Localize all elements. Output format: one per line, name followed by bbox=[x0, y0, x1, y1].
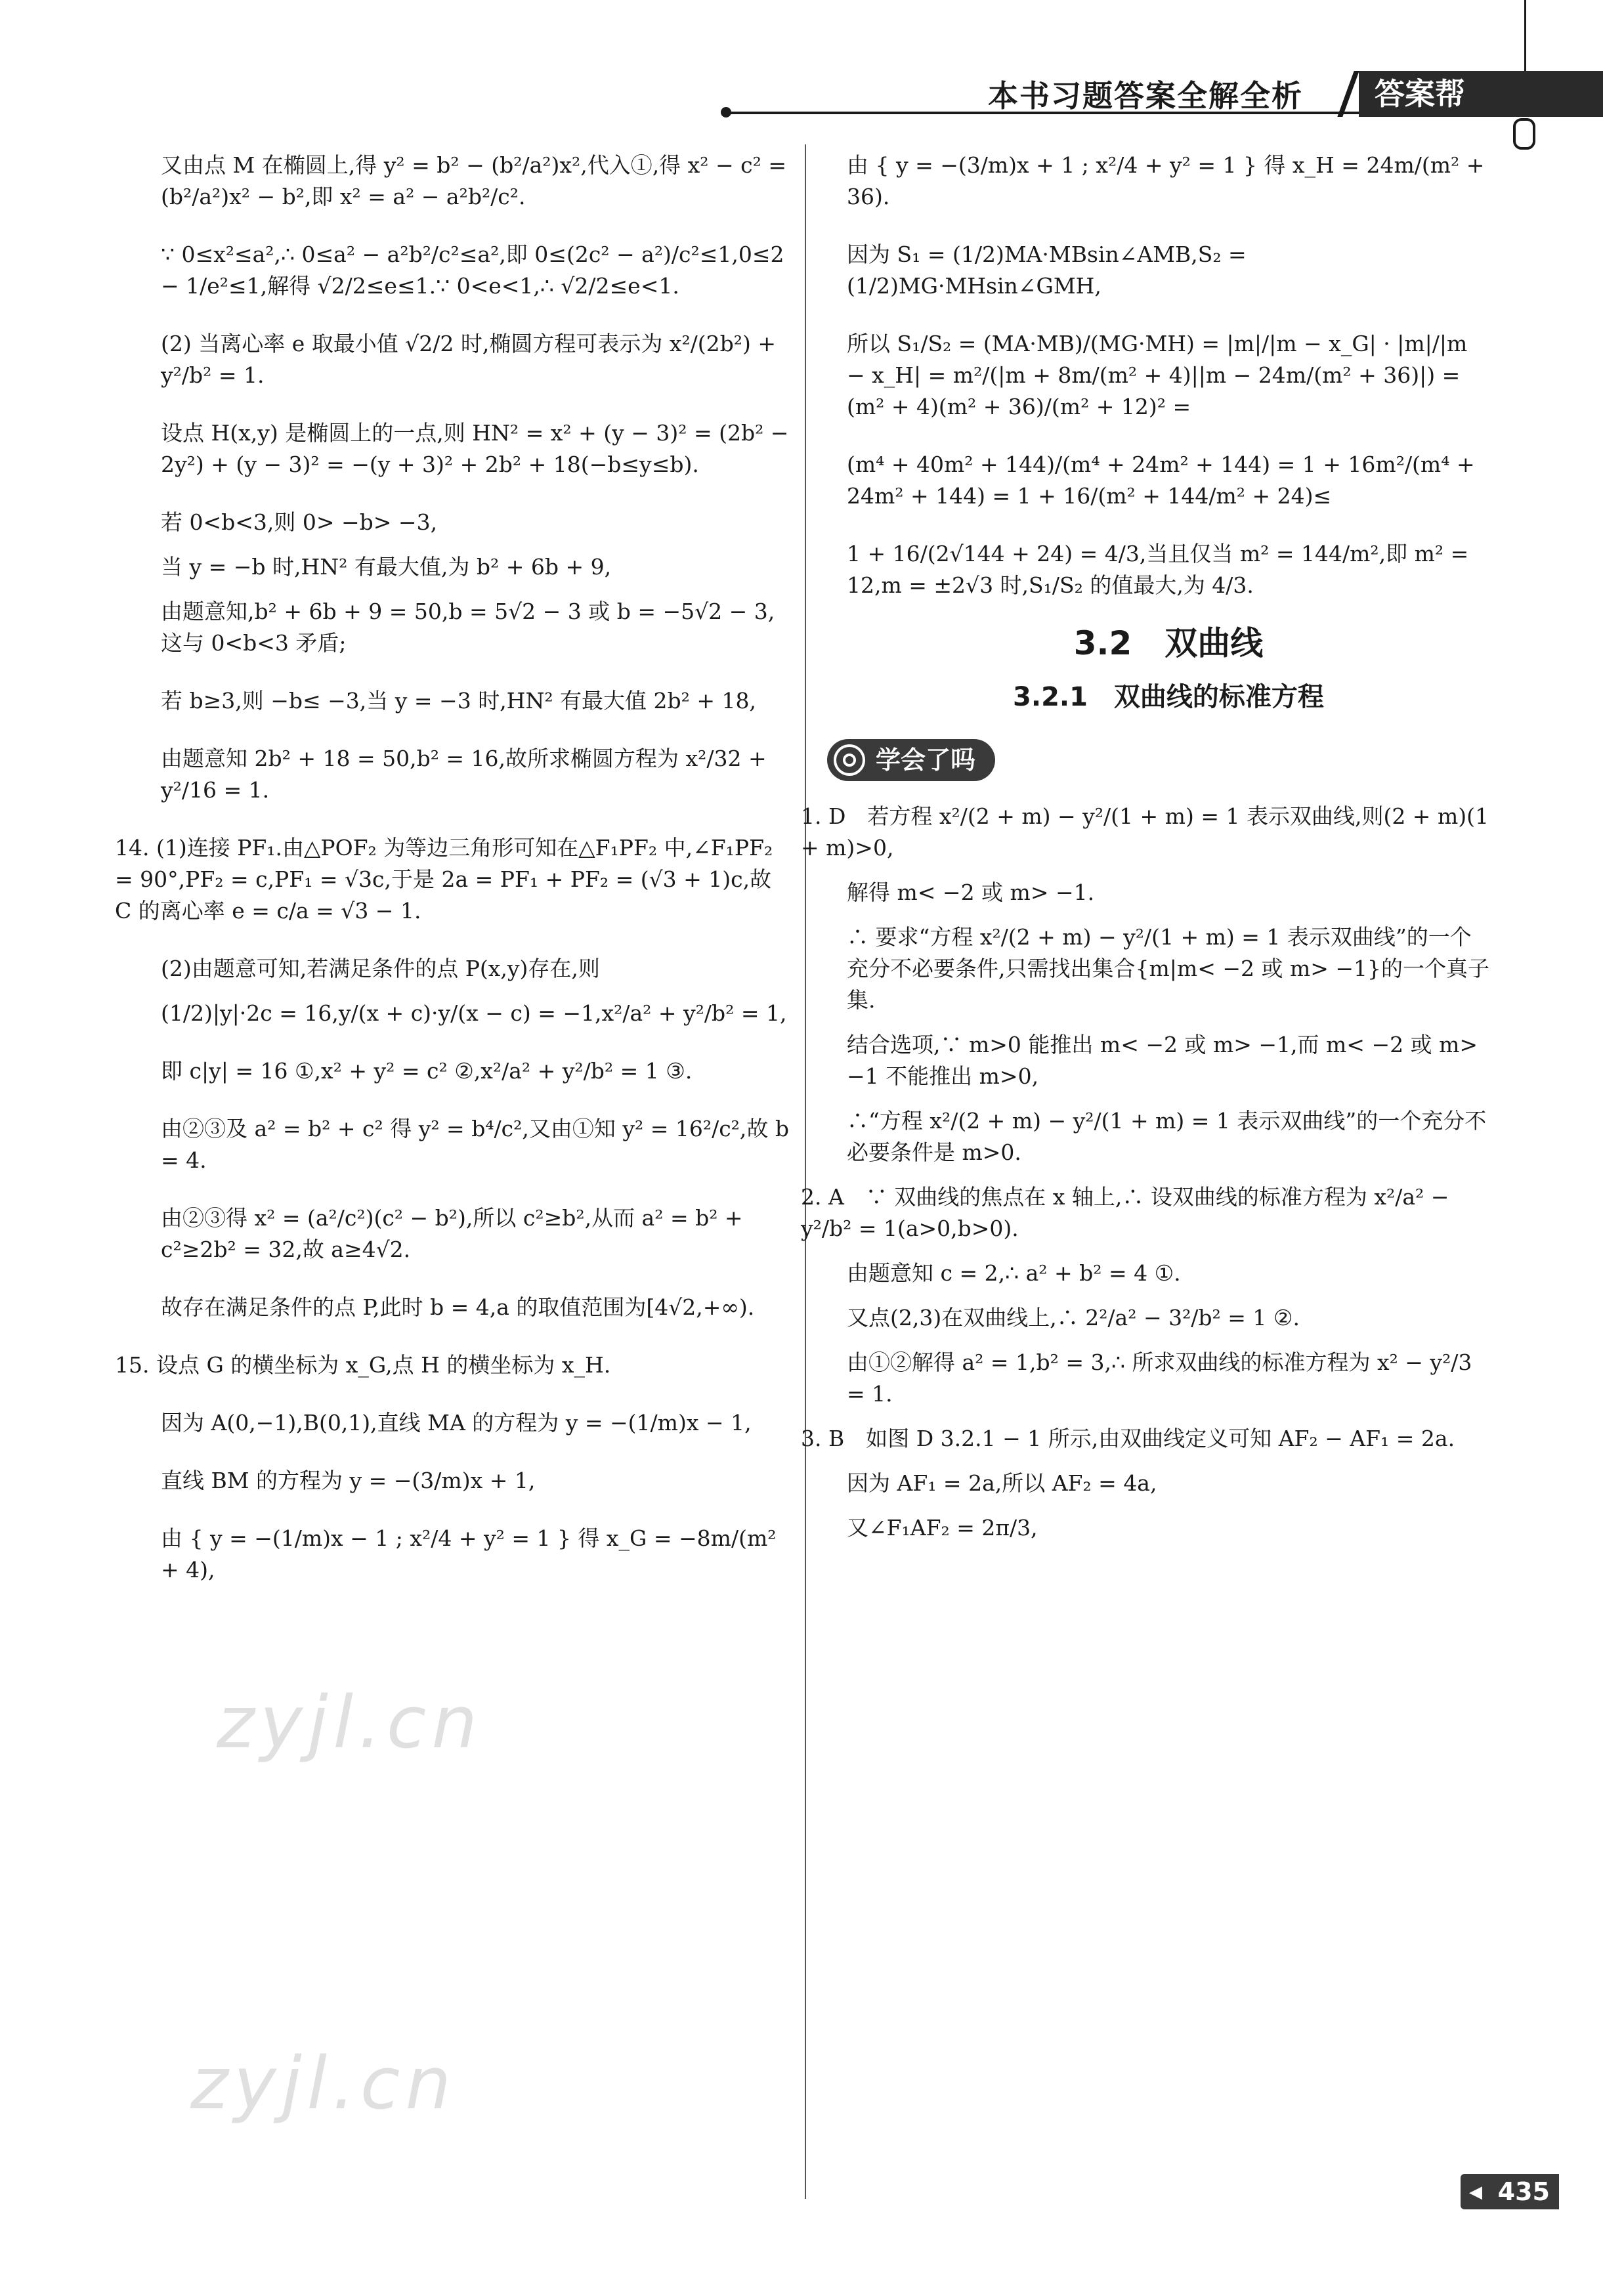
left-paragraph: (2) 当离心率 e 取最小值 √2/2 时,椭圆方程可表示为 x²/(2b²) + y²/b² = 1. bbox=[161, 331, 777, 388]
right-paragraph: 结合选项,∵ m>0 能推出 m< −2 或 m> −1,而 m< −2 或 m> −1 不能推出 m>0, bbox=[847, 1032, 1478, 1089]
left-paragraph: 由 { y = −(1/m)x − 1 ; x²/4 + y² = 1 } 得 x_G = −8m/(m² + 4), bbox=[161, 1525, 777, 1583]
left-paragraph: 由②③及 a² = b² + c² 得 y² = b⁴/c²,又由①知 y² = 16²/c²,故 b = 4. bbox=[161, 1116, 790, 1173]
answer-2: 2. A ∵ 双曲线的焦点在 x 轴上,∴ 设双曲线的标准方程为 x²/a² − y²/b² = 1(a>0,b>0). bbox=[801, 1184, 1449, 1241]
right-paragraph: 因为 AF₁ = 2a,所以 AF₂ = 4a, bbox=[847, 1470, 1157, 1496]
left-paragraph: 由题意知,b² + 6b + 9 = 50,b = 5√2 − 3 或 b = −5√2 − 3,这与 0<b<3 矛盾; bbox=[161, 599, 775, 656]
left-paragraph: 又由点 M 在椭圆上,得 y² = b² − (b²/a²)x²,代入①,得 x² − c² = (b²/a²)x² − b²,即 x² = a² − a²b²/c². bbox=[161, 152, 786, 209]
right-paragraph: 又∠F₁AF₂ = 2π/3, bbox=[847, 1515, 1038, 1541]
watermark: zyjl.cn bbox=[217, 1680, 483, 1764]
left-paragraph: 即 c|y| = 16 ①,x² + y² = c² ②,x²/a² + y²/b² = 1 ③. bbox=[161, 1058, 693, 1084]
answer-3: 3. B 如图 D 3.2.1 − 1 所示,由双曲线定义可知 AF₂ − AF₁ = 2a. bbox=[801, 1426, 1455, 1451]
problem-15: 15. 设点 G 的横坐标为 x_G,点 H 的横坐标为 x_H. bbox=[115, 1352, 611, 1378]
left-paragraph: (2)由题意可知,若满足条件的点 P(x,y)存在,则 bbox=[161, 956, 600, 981]
subsection-title: 3.2.1 双曲线的标准方程 bbox=[1013, 682, 1324, 712]
target-icon bbox=[834, 744, 865, 776]
page-number: 435 bbox=[1461, 2174, 1559, 2209]
right-paragraph: ∴“方程 x²/(2 + m) − y²/(1 + m) = 1 表示双曲线”的一个充分不必要条件是 m>0. bbox=[847, 1108, 1487, 1165]
problem-14: 14. (1)连接 PF₁.由△POF₂ 为等边三角形可知在△F₁PF₂ 中,∠F₁PF₂ = 90°,PF₂ = c,PF₁ = √3c,于是 2a = PF₁ + PF₂ = (√3 + 1)c,故 C 的离心率 e = c/a = √3 − 1. bbox=[115, 835, 773, 924]
left-column bbox=[115, 150, 791, 1612]
left-paragraph: 直线 BM 的方程为 y = −(3/m)x + 1, bbox=[161, 1468, 536, 1493]
page-arrow-icon: ◀ bbox=[1469, 2182, 1482, 2202]
right-paragraph: 解得 m< −2 或 m> −1. bbox=[847, 880, 1095, 905]
section-title: 3.2 双曲线 bbox=[1073, 624, 1264, 662]
column-divider bbox=[805, 144, 806, 2199]
right-paragraph: 所以 S₁/S₂ = (MA·MB)/(MG·MH) = |m|/|m − x_G| · |m|/|m − x_H| = m²/(|m + 8m/(m² + 4)||m − 24m/(m² + 36)|) = (m² + 4)(m² + 36)/(m² + 12)² = bbox=[847, 331, 1468, 419]
left-paragraph: ∵ 0≤x²≤a²,∴ 0≤a² − a²b²/c²≤a²,即 0≤(2c² − a²)/c²≤1,0≤2 − 1/e²≤1,解得 √2/2≤e≤1.∵ 0<e<1,∴ √2/2≤e<1. bbox=[161, 242, 784, 299]
right-paragraph: 由题意知 c = 2,∴ a² + b² = 4 ①. bbox=[847, 1260, 1181, 1286]
left-paragraph: 若 b≥3,则 −b≤ −3,当 y = −3 时,HN² 有最大值 2b² + 18, bbox=[161, 688, 757, 713]
left-paragraph: 由题意知 2b² + 18 = 50,b² = 16,故所求椭圆方程为 x²/32 + y²/16 = 1. bbox=[161, 746, 767, 803]
right-paragraph: 1 + 16/(2√144 + 24) = 4/3,当且仅当 m² = 144/m²,即 m² = 12,m = ±2√3 时,S₁/S₂ 的值最大,为 4/3. bbox=[847, 541, 1469, 598]
left-paragraph: 若 0<b<3,则 0> −b> −3, bbox=[161, 509, 438, 535]
left-paragraph: 由②③得 x² = (a²/c²)(c² − b²),所以 c²≥b²,从而 a² = b² + c²≥2b² = 32,故 a≥4√2. bbox=[161, 1205, 743, 1262]
left-paragraph: 因为 A(0,−1),B(0,1),直线 MA 的方程为 y = −(1/m)x − 1, bbox=[161, 1410, 752, 1435]
left-paragraph: 当 y = −b 时,HN² 有最大值,为 b² + 6b + 9, bbox=[161, 554, 612, 580]
watermark: zyjl.cn bbox=[190, 2041, 457, 2125]
header-title: 本书习题答案全解全析 bbox=[988, 78, 1303, 114]
header-slash bbox=[1337, 71, 1359, 117]
bookmark-ring-icon bbox=[1513, 118, 1535, 150]
right-paragraph: ∴ 要求“方程 x²/(2 + m) − y²/(1 + m) = 1 表示双曲线”的一个充分不必要条件,只需找出集合{m|m< −2 或 m> −1}的一个真子集. bbox=[847, 924, 1490, 1013]
right-paragraph: (m⁴ + 40m² + 144)/(m⁴ + 24m² + 144) = 1 + 16m²/(m⁴ + 24m² + 144) = 1 + 16/(m² + 144/m² + 24)≤ bbox=[847, 452, 1475, 509]
badge-label: 学会了吗 bbox=[876, 746, 976, 775]
learn-badge bbox=[827, 739, 995, 781]
right-column bbox=[801, 150, 1490, 1557]
right-paragraph: 由 { y = −(3/m)x + 1 ; x²/4 + y² = 1 } 得 x_H = 24m/(m² + 36). bbox=[847, 152, 1485, 209]
header-tab: 答案帮 bbox=[1359, 71, 1603, 117]
answer-1: 1. D 若方程 x²/(2 + m) − y²/(1 + m) = 1 表示双曲线,则(2 + m)(1 + m)>0, bbox=[801, 803, 1489, 861]
left-paragraph: 设点 H(x,y) 是椭圆上的一点,则 HN² = x² + (y − 3)² = (2b² − 2y²) + (y − 3)² = −(y + 3)² + 2b² + 18(−b≤y≤b). bbox=[161, 420, 789, 477]
right-paragraph: 由①②解得 a² = 1,b² = 3,∴ 所求双曲线的标准方程为 x² − y²/3 = 1. bbox=[847, 1350, 1472, 1407]
left-paragraph: (1/2)|y|·2c = 16,y/(x + c)·y/(x − c) = −1,x²/a² + y²/b² = 1, bbox=[161, 1000, 787, 1026]
right-paragraph: 因为 S₁ = (1/2)MA·MBsin∠AMB,S₂ = (1/2)MG·MHsin∠GMH, bbox=[847, 242, 1247, 299]
right-paragraph: 又点(2,3)在双曲线上,∴ 2²/a² − 3²/b² = 1 ②. bbox=[847, 1305, 1300, 1330]
left-paragraph: 故存在满足条件的点 P,此时 b = 4,a 的取值范围为[4√2,+∞). bbox=[161, 1294, 755, 1320]
